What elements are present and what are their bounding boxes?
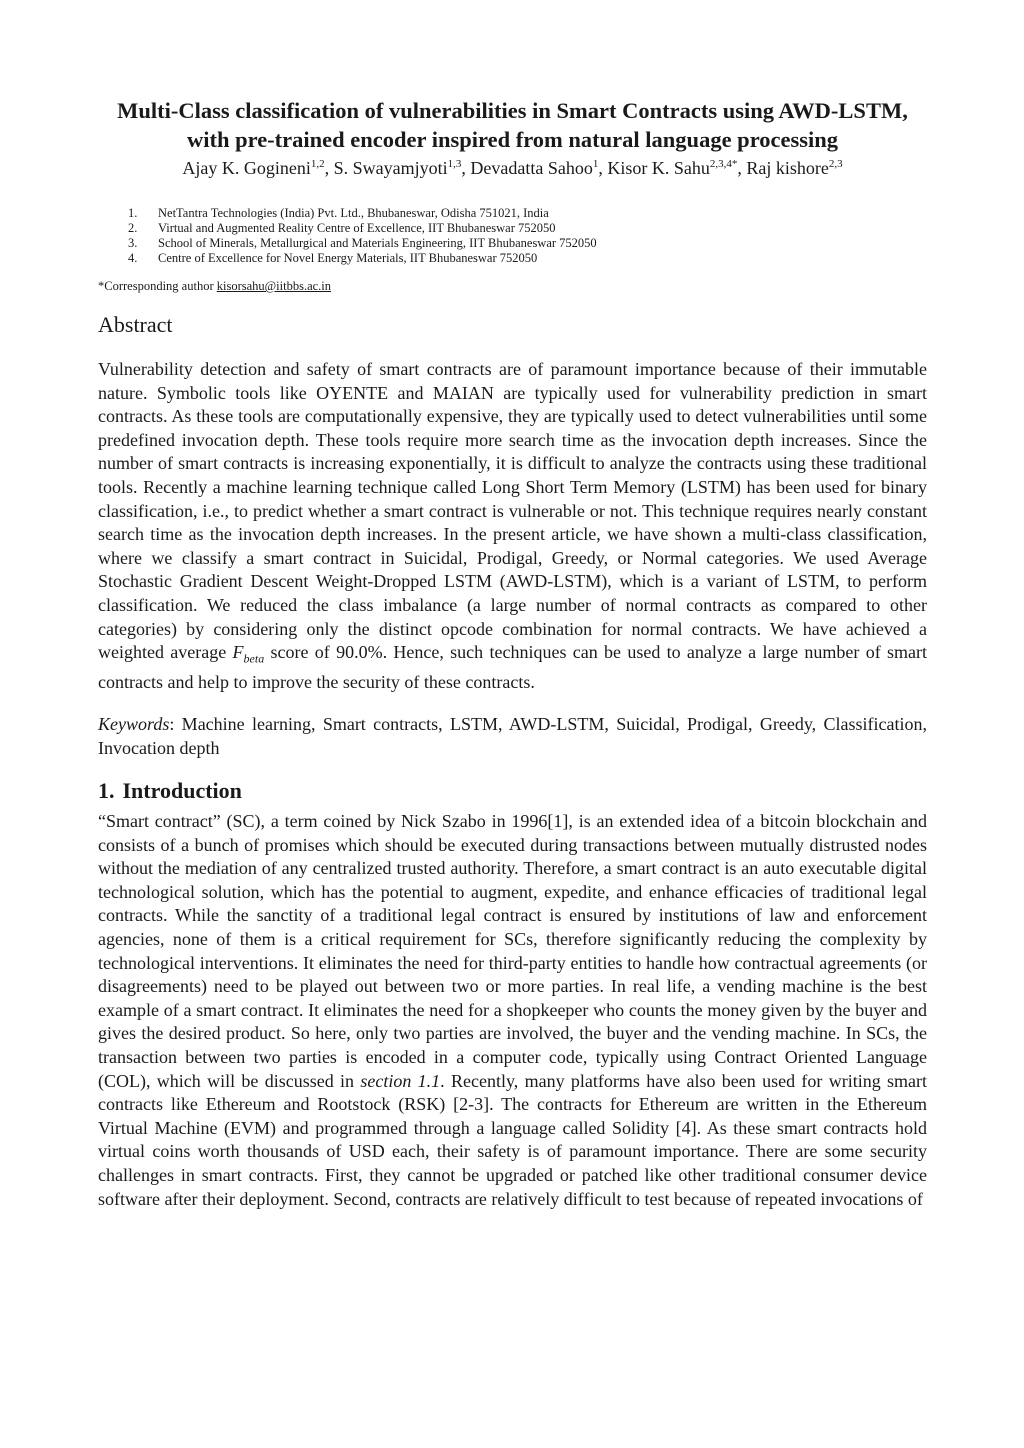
abstract-text: Vulnerability detection and safety of smart contracts are of paramount importance because of their immutable nature. Symbolic tools like OYENTE and MAIAN are typically used for vulnerability prediction in smart contracts. As these tools are computationally expensive, they are typically used to detect vulnerabilities until some predefined invocation depth. These tools require more search time as the invocation depth increases. Since the number of smart contracts is increasing exponentially, it is difficult to analyze the contracts using these traditional tools. Recently a machine learning technique called Long Short Term Memory (LSTM) has been used for binary classification, i.e., to predict whether a smart contract is vulnerable or not. This technique requires nearly constant search time as the invocation depth increases. In the present article, we have shown a multi-class classification, where we classify a smart contract in Suicidal, Prodigal, Greedy, or Normal categories. We used Average Stochastic Gradient Descent Weight-Dropped LSTM (AWD-LSTM), which is a variant of LSTM, to perform classification. We reduced the class imbalance (a large number of normal contracts as compared to other categories) by considering only the distinct opcode combination for normal contracts. We have achieved a weighted average $F_{beta}$ score of 90.0%. Hence, such techniques can be used to analyze a large number of smart contracts and help to improve the security of these contracts. <box>98 359 928 693</box>
author-affil-sup: 2,3 <box>828 158 843 170</box>
corresponding-author: *Corresponding author kisorsahu@iitbbs.ac.in <box>98 279 332 293</box>
affiliation-item: 1. NetTantra Technologies (India) Pvt. Ltd., Bhubaneswar, Odisha 751021, India <box>128 206 549 220</box>
author-name: Raj kishore <box>746 158 829 178</box>
author-affil-sup: 1,2 <box>310 158 325 170</box>
author-affil-sup: 1 <box>592 158 599 170</box>
abstract-heading: Abstract <box>98 312 173 337</box>
author-affil-sup: 1,3 <box>447 158 462 170</box>
keywords-text: : Machine learning, Smart contracts, LSTM, AWD-LSTM, Suicidal, Prodigal, Greedy, Classification, Invocation depth <box>98 713 927 758</box>
author-name: Devadatta Sahoo <box>470 158 593 178</box>
affiliation-item: 2. Virtual and Augmented Reality Centre of Excellence, IIT Bhubaneswar 752050 <box>128 221 556 235</box>
introduction-text: “Smart contract” (SC), a term coined by Nick Szabo in 1996[1], is an extended idea of a bitcoin blockchain and consists of a bunch of promises which should be executed during transactions between mutually distrusted nodes without the mediation of any centralized trusted authority. Therefore, a smart contract is an auto executable digital technological solution, which has the potential to augment, expedite, and enhance efficacies of traditional legal contracts. While the sanctity of a traditional legal contract is ensured by institutions of law and enforcement agencies, none of them is a critical requirement for SCs, therefore significantly reducing the complexity by technological interventions. It eliminates the need for third-party entities to handle how contractual agreements (or disagreements) need to be played out between two or more parties. In real life, a vending machine is the best example of a smart contract. It eliminates the need for a shopkeeper who counts the money given by the buyer and gives the desired product. So here, only two parties are involved, the buyer and the vending machine. In SCs, the transaction between two parties is encoded in a computer code, typically using Contract Oriented Language (COL), which will be discussed in section 1.1. Recently, many platforms have also been used for writing smart contracts like Ethereum and Rootstock (RSK) [2-3]. The contracts for Ethereum are written in the Ethereum Virtual Machine (EVM) and programmed through a language called Solidity [4]. As these smart contracts hold virtual coins worth thousands of USD each, their safety is of paramount importance. There are some security challenges in smart contracts. First, they cannot be upgraded or patched like other traditional consumer device software after their deployment. Second, contracts are relatively difficult to test because of repeated invocations of <box>98 811 928 1209</box>
affiliation-item: 4. Centre of Excellence for Novel Energy Materials, IIT Bhubaneswar 752050 <box>128 251 538 265</box>
paper-title: Multi-Class classification of vulnerabilities in Smart Contracts using AWD-LSTM, with pre-trained encoder inspired from natural language processing <box>117 98 908 152</box>
author-name: Kisor K. Sahu <box>607 158 710 178</box>
affiliation-item: 3. School of Minerals, Metallurgical and Materials Engineering, IIT Bhubaneswar 752050 <box>128 236 597 250</box>
section-heading-introduction: 1. Introduction <box>98 778 242 804</box>
corresponding-email-link[interactable]: kisorsahu@iitbbs.ac.in <box>216 279 332 293</box>
author-name: S. Swayamjyoti <box>333 158 448 178</box>
keywords <box>98 713 927 760</box>
author-name: Ajay K. Gogineni <box>182 158 311 178</box>
author-affil-sup: 2,3,4* <box>709 158 738 170</box>
fbeta-symbol: $F_{beta}$ <box>232 642 265 666</box>
author-list: Ajay K. Gogineni$^{1,2}$, S. Swayamjyoti$^{1,3}$, Devadatta Sahoo$^1$, Kisor K. Sahu$^{2,3,4*}$, Raj kishore$^{2,3}$ <box>182 158 843 178</box>
section-reference: section 1.1 <box>360 1070 441 1091</box>
paper-page <box>98 96 927 1211</box>
keywords-label: Keywords <box>98 713 170 734</box>
affiliation-list <box>128 206 927 266</box>
